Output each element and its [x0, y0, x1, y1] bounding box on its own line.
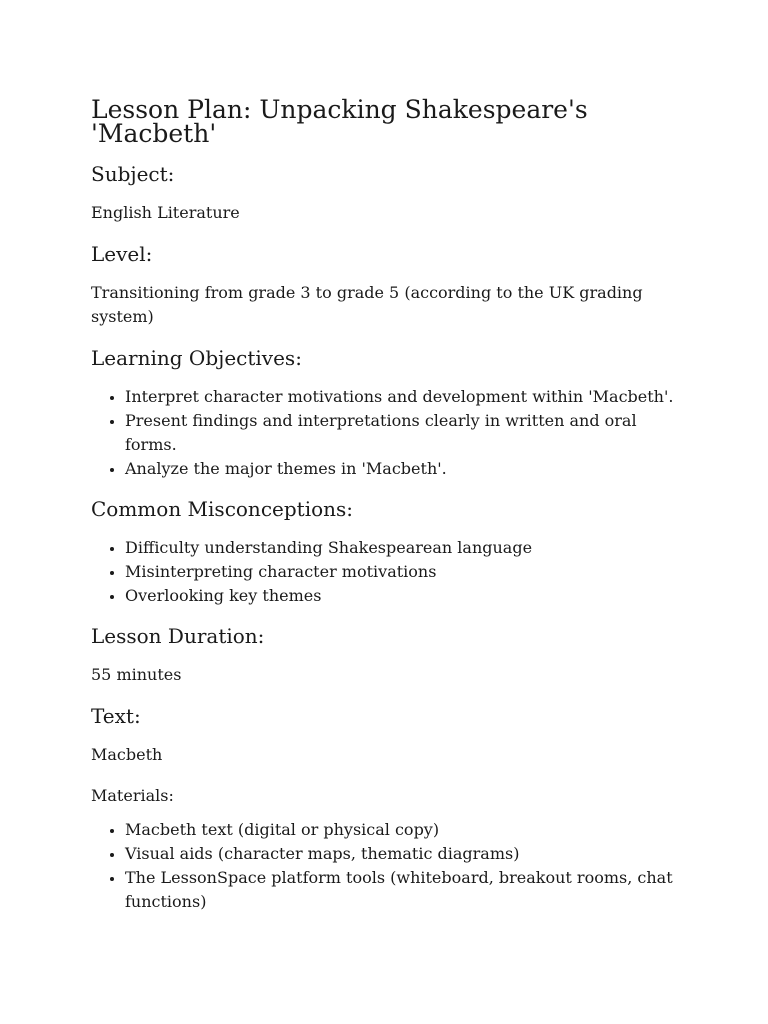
list-item: • Interpret character motivations and development within 'Macbeth'.	[125, 385, 681, 409]
duration-heading: Lesson Duration:	[91, 624, 265, 648]
subject-heading: Subject:	[91, 162, 175, 186]
text-heading: Text:	[91, 704, 141, 728]
list-item: • Overlooking key themes	[125, 584, 681, 608]
materials-heading: Materials:	[91, 786, 174, 805]
page-title: Lesson Plan: Unpacking Shakespeare's 'Macbeth'	[91, 95, 588, 148]
list-item: • The LessonSpace platform tools (whiteboard, breakout rooms, chat functions)	[125, 866, 681, 914]
objectives-heading: Learning Objectives:	[91, 346, 302, 370]
list-item: • Visual aids (character maps, thematic diagrams)	[125, 842, 681, 866]
duration-value: 55 minutes	[91, 665, 182, 684]
list-item: • Difficulty understanding Shakespearean language	[125, 536, 681, 560]
level-value: Transitioning from grade 3 to grade 5 (according to the UK grading system)	[91, 283, 643, 326]
misconceptions-heading: Common Misconceptions:	[91, 497, 354, 521]
objectives-list	[91, 385, 681, 481]
level-heading: Level:	[91, 242, 153, 266]
text-value: Macbeth	[91, 745, 163, 764]
list-item: • Analyze the major themes in 'Macbeth'.	[125, 457, 681, 481]
materials-list	[91, 818, 681, 914]
list-item: • Macbeth text (digital or physical copy)	[125, 818, 681, 842]
subject-value: English Literature	[91, 203, 240, 222]
lesson-plan-document	[91, 95, 681, 930]
list-item: • Present findings and interpretations clearly in written and oral forms.	[125, 409, 681, 457]
list-item: • Misinterpreting character motivations	[125, 560, 681, 584]
misconceptions-list	[91, 536, 681, 608]
